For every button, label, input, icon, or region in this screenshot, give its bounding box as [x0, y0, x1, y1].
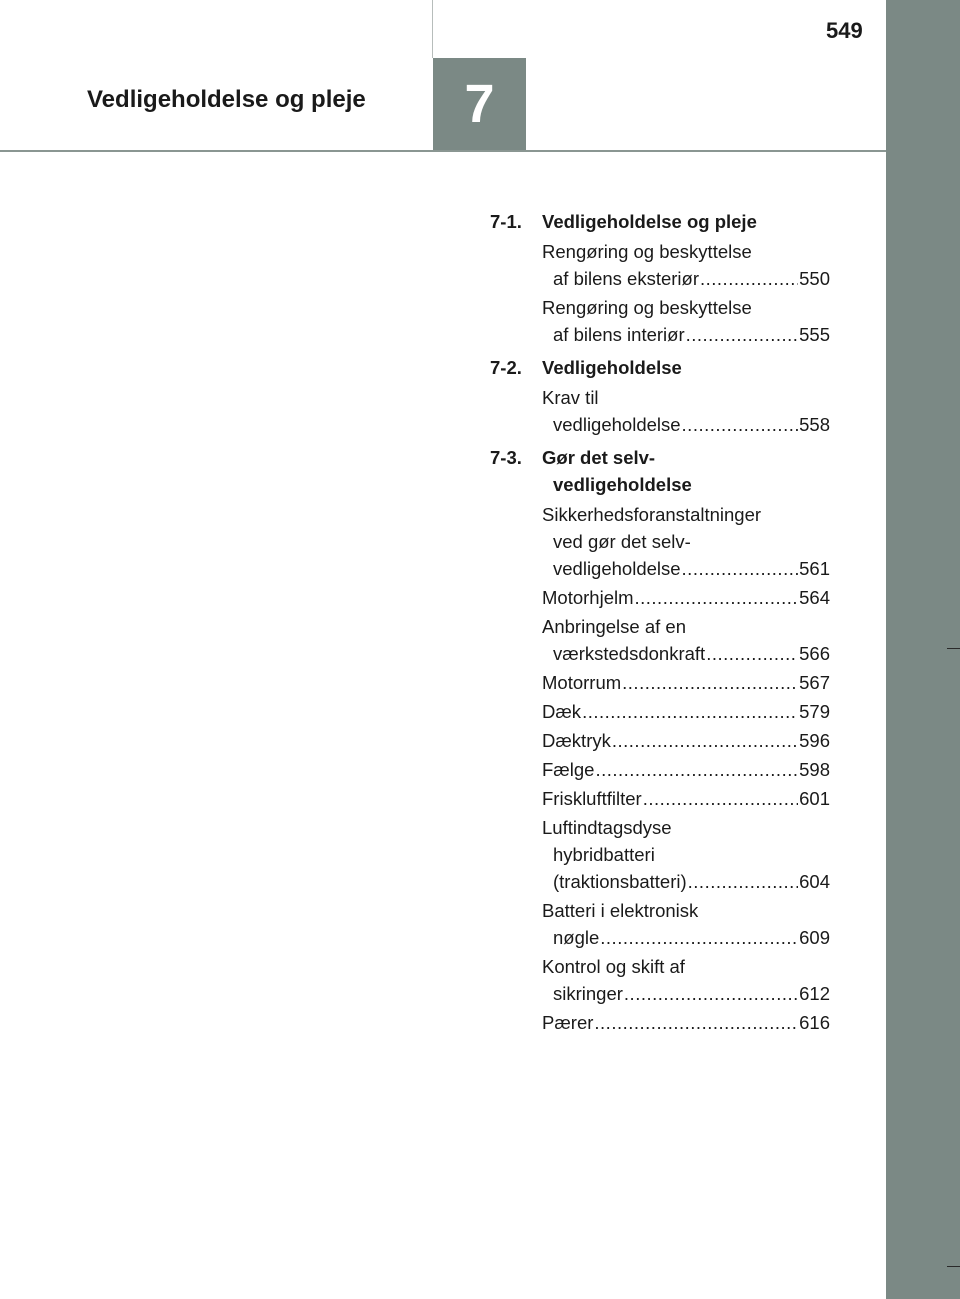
section-title-line: Vedligeholdelse og pleje: [542, 211, 757, 232]
toc-entry[interactable]: [542, 384, 830, 438]
entry-text: Rengøring og beskyttelse: [542, 297, 752, 318]
toc-entry[interactable]: [542, 953, 830, 1007]
toc-entry[interactable]: [542, 897, 830, 951]
entry-text: Krav til: [542, 387, 599, 408]
chapter-number-tab: 7: [433, 58, 526, 150]
entry-text: Friskluftfilter: [542, 788, 642, 809]
entry-text: vedligeholdelse: [553, 558, 681, 579]
toc-section: [490, 354, 830, 438]
entry-page-number: 566: [799, 643, 830, 664]
entry-text: Dæk: [542, 701, 582, 722]
entry-page-number: 596: [799, 730, 830, 751]
entry-text: Rengøring og beskyttelse: [542, 241, 752, 262]
entry-last-line: [542, 411, 830, 438]
entry-text: nøgle: [553, 927, 600, 948]
section-heading[interactable]: [490, 444, 830, 498]
dot-leader: [624, 980, 798, 1007]
entry-text: Motorhjelm: [542, 587, 634, 608]
dot-leader: [594, 1009, 798, 1036]
entry-last-line: [542, 727, 830, 754]
entry-text: Motorrum: [542, 672, 622, 693]
toc-entry[interactable]: [542, 238, 830, 292]
dot-leader: [688, 868, 798, 895]
entry-text: af bilens interiør: [553, 324, 685, 345]
toc-entry[interactable]: [542, 584, 830, 611]
entry-page-number: 604: [799, 871, 830, 892]
toc-entry[interactable]: [542, 756, 830, 783]
dot-leader: [595, 756, 798, 783]
section-title: [542, 354, 830, 381]
toc-entry[interactable]: [542, 814, 830, 895]
entry-last-line: [542, 756, 830, 783]
dot-leader: [682, 411, 799, 438]
toc-entry[interactable]: [542, 698, 830, 725]
entry-text: af bilens eksteriør: [553, 268, 699, 289]
entry-last-line: [542, 868, 830, 895]
entry-text: Dæktryk: [542, 730, 611, 751]
dot-leader: [612, 727, 798, 754]
toc-entry[interactable]: [542, 1009, 830, 1036]
entry-text: Anbringelse af en: [542, 616, 686, 637]
page-number: 549: [826, 18, 863, 43]
dot-leader: [635, 584, 799, 611]
entry-text: (traktionsbatteri): [553, 871, 687, 892]
section-title-line: Vedligeholdelse: [542, 357, 682, 378]
entry-page-number: 598: [799, 759, 830, 780]
entry-page-number: 564: [799, 587, 830, 608]
entry-text: Batteri i elektronisk: [542, 900, 699, 921]
toc-entry[interactable]: [542, 294, 830, 348]
entry-text: hybridbatteri: [553, 844, 655, 865]
toc-entry[interactable]: [542, 669, 830, 696]
header-separator: [432, 0, 433, 58]
entry-page-number: 601: [799, 788, 830, 809]
section-title-line: vedligeholdelse: [553, 474, 692, 495]
entry-text: Pærer: [542, 1012, 594, 1033]
entry-last-line: [542, 669, 830, 696]
entry-text: Sikkerhedsforanstaltninger: [542, 504, 762, 525]
entry-page-number: 612: [799, 983, 830, 1004]
entry-text: sikringer: [553, 983, 623, 1004]
toc-entry[interactable]: [542, 785, 830, 812]
section-title-line: Gør det selv-: [542, 447, 656, 468]
dot-leader: [700, 265, 798, 292]
entry-last-line: [542, 555, 830, 582]
dot-leader: [600, 924, 798, 951]
entry-last-line: [542, 698, 830, 725]
section-title: [542, 444, 830, 498]
section-number: 7-3.: [490, 447, 522, 468]
entry-text: ved gør det selv-: [553, 531, 691, 552]
entry-page-number: 616: [799, 1012, 830, 1033]
entry-last-line: [542, 321, 830, 348]
entry-text: Fælge: [542, 759, 595, 780]
entry-last-line: [542, 265, 830, 292]
section-number: 7-2.: [490, 357, 522, 378]
entry-page-number: 579: [799, 701, 830, 722]
section-heading[interactable]: [490, 354, 830, 381]
dot-leader: [622, 669, 798, 696]
entry-page-number: 555: [799, 324, 830, 345]
entry-text: Luftindtagsdyse: [542, 817, 672, 838]
dot-leader: [686, 321, 799, 348]
entry-last-line: [542, 1009, 830, 1036]
crop-mark: [947, 648, 960, 649]
dot-leader: [582, 698, 798, 725]
toc-entry[interactable]: [542, 613, 830, 667]
section-title: [542, 208, 830, 235]
toc-section: [490, 444, 830, 1036]
entry-text: vedligeholdelse: [553, 414, 681, 435]
chapter-side-band: [886, 0, 960, 1299]
entry-page-number: 561: [799, 558, 830, 579]
section-heading[interactable]: [490, 208, 830, 235]
dot-leader: [682, 555, 799, 582]
toc-section: [490, 208, 830, 348]
section-number: 7-1.: [490, 211, 522, 232]
table-of-contents: [490, 208, 830, 1042]
entry-page-number: 558: [799, 414, 830, 435]
header-rule: [0, 150, 886, 152]
entry-last-line: [542, 785, 830, 812]
entry-last-line: [542, 924, 830, 951]
entry-last-line: [542, 584, 830, 611]
entry-text: Kontrol og skift af: [542, 956, 685, 977]
toc-entry[interactable]: [542, 727, 830, 754]
entry-page-number: 567: [799, 672, 830, 693]
entry-page-number: 550: [799, 268, 830, 289]
toc-entry[interactable]: [542, 501, 830, 582]
entry-last-line: [542, 980, 830, 1007]
entry-last-line: [542, 640, 830, 667]
crop-mark: [947, 1266, 960, 1267]
entry-text: værkstedsdonkraft: [553, 643, 706, 664]
chapter-title: Vedligeholdelse og pleje: [87, 86, 366, 113]
dot-leader: [643, 785, 798, 812]
entry-page-number: 609: [799, 927, 830, 948]
dot-leader: [706, 640, 798, 667]
